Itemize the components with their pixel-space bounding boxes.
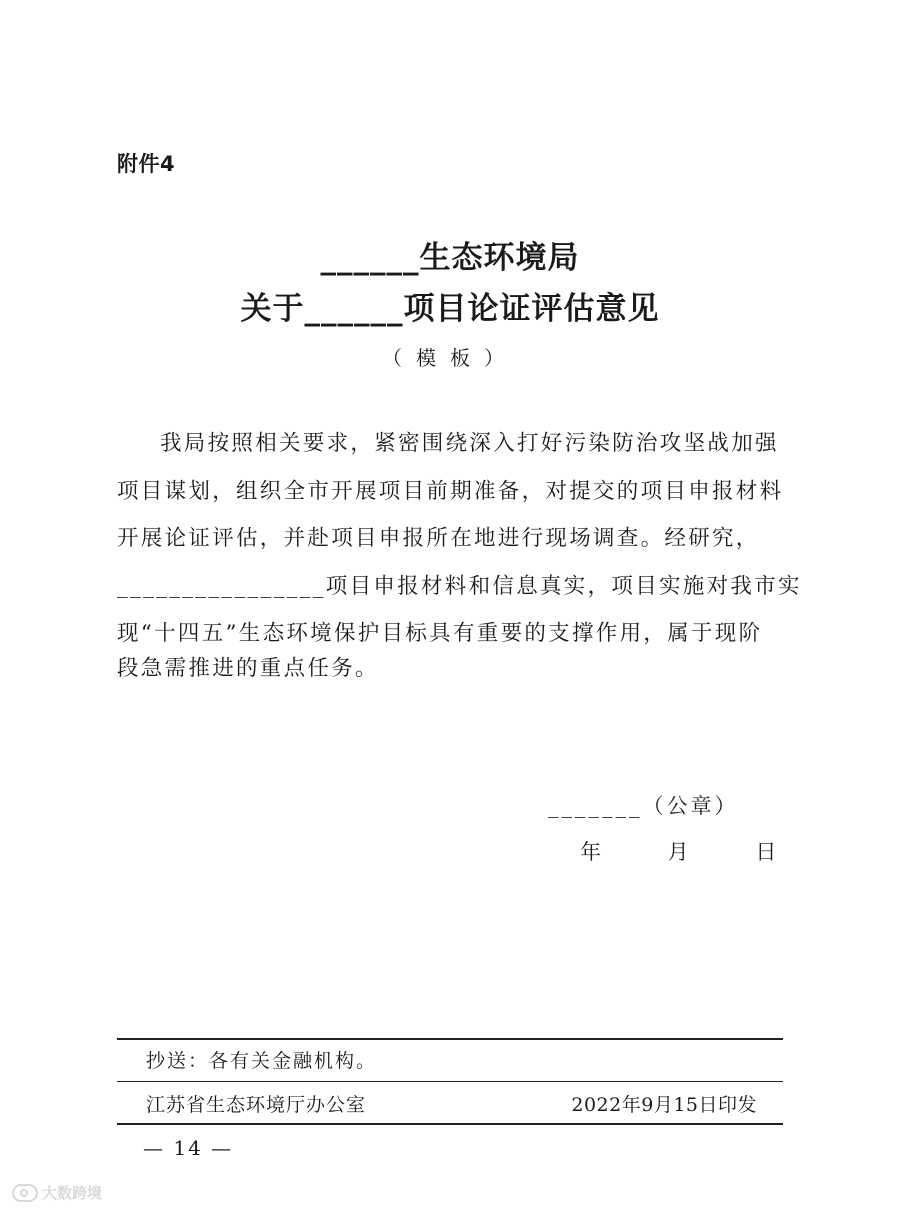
footer-rule-middle	[117, 1081, 783, 1082]
body-line-3: 开展论证评估，并赴项目申报所在地进行现场调查。经研究，	[117, 526, 760, 551]
body-line-4: ________________项目申报材料和信息真实，项目实施对我市实	[117, 574, 802, 599]
brand-logo-icon	[12, 1184, 38, 1202]
title-line-1: ______生态环境局	[320, 240, 580, 276]
cc-line: 抄送：各有关金融机构。	[146, 1050, 378, 1072]
body-line-5: 现“十四五”生态环境保护目标具有重要的支撑作用，属于现阶	[117, 621, 763, 646]
issuer: 江苏省生态环境厅办公室	[146, 1094, 367, 1116]
watermark-text: 大数跨境	[42, 1184, 103, 1202]
issued-date: 2022年9月15日印发	[571, 1094, 757, 1116]
seal-line: _______（公章）	[548, 794, 739, 818]
annex-label: 附件4	[117, 152, 176, 176]
footer-rule-top	[117, 1038, 783, 1040]
date-line: 年 月 日	[580, 840, 807, 864]
footer-rule-bottom	[117, 1123, 783, 1125]
title-line-2: 关于______项目论证评估意见	[240, 291, 660, 327]
subtitle: （模板）	[382, 346, 518, 370]
watermark	[12, 1182, 102, 1203]
body-line-2: 项目谋划，组织全市开展项目前期准备，对提交的项目申报材料	[117, 479, 784, 504]
body-line-6: 段急需推进的重点任务。	[117, 656, 379, 681]
body-line-1: 我局按照相关要求，紧密围绕深入打好污染防治攻坚战加强	[160, 431, 779, 456]
page-number: — 14 —	[143, 1136, 234, 1160]
